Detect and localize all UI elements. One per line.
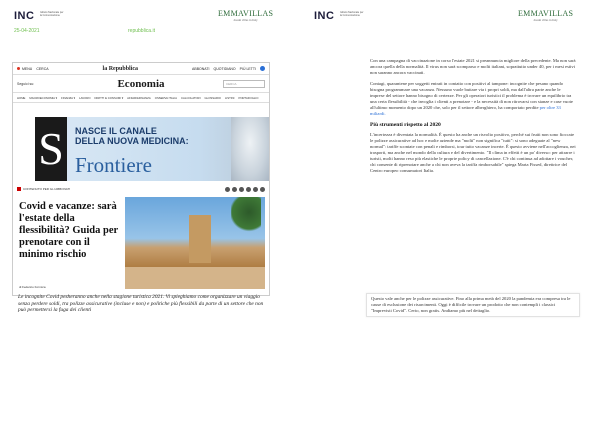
article-context-bar bbox=[17, 185, 265, 193]
menu-dot-icon bbox=[17, 67, 20, 70]
nav-item[interactable]: LISTINI bbox=[224, 95, 235, 100]
repubblica-brand[interactable]: la Repubblica bbox=[102, 65, 139, 72]
emma-tagline: dream villas in Italy bbox=[533, 18, 558, 22]
nav-item[interactable]: HOME bbox=[17, 95, 26, 100]
share-buttons bbox=[225, 187, 265, 192]
article-source: repubblica.it bbox=[128, 28, 155, 34]
frontiere-s-logo: S bbox=[35, 117, 67, 181]
article-headline: Covid e vacanze: sarà l'estate della flessibilità? Guida per prenotare con il minimo rischio bbox=[19, 201, 118, 260]
article-caption: Le incognite Covid pesheranno anche nella stagione turistica 2021. Vi spieghiamo come organizzare un viaggio senza perdere soldi, tra polizze assicurative (incluse e non) e politiche più flessibili da parte di un settore che non può permettersi la fuga dei clienti bbox=[18, 294, 264, 314]
section-header bbox=[13, 75, 269, 93]
article-paragraph: L'incertezza è diventata la normalità. È questo ha anche un risvolto positivo, perché sui frutti non sono fioccate le polizze assicurative ad hoc e molte aziende ma "molti" non significa "tutti": si sono adeguate al "new normal": tariffe scontate con penali e rimborsi, tour tutto vacanze incerte. È questo avviene nell'accoglienza, nei trasporti, ma anche nel mondo della cultura e del divertimento. "Il clima in effetti è un po' diverso: per attrarre i turisti, molti hanno reso più elastiche le proprie policy di cancellazione. C'è chi continua ad adottare i voucher, chi consente di riprenotare anche a chi non aveva la tariffa rimborsabile" spiega Marta Fissed, direttrice del Centro europeo consumatori Italia. bbox=[370, 132, 576, 173]
section-title: Economia bbox=[117, 77, 165, 90]
piu-letti-link[interactable]: PIÙ LETTI bbox=[239, 66, 256, 71]
article-subheading: Più strumenti rispetto al 2020 bbox=[370, 122, 441, 128]
twitter-icon[interactable] bbox=[232, 187, 237, 192]
inc-tagline: Istituto Nazionale per la Comunicazione bbox=[40, 11, 64, 17]
right-page bbox=[300, 0, 600, 424]
article-byline: di Federico Formica bbox=[19, 285, 46, 289]
inc-logo: INC bbox=[314, 10, 335, 22]
quotidiano-link[interactable]: QUOTIDIANO bbox=[213, 66, 236, 71]
nav-item[interactable]: OSSERVA ITALIA bbox=[154, 95, 177, 100]
facebook-icon[interactable] bbox=[225, 187, 230, 192]
banner-statue-image bbox=[231, 117, 269, 181]
nav-item[interactable]: AFFARI&FINANZA bbox=[127, 95, 151, 100]
repubblica-topbar bbox=[13, 63, 269, 75]
abbonati-link[interactable]: ABBONATI bbox=[192, 66, 210, 71]
email-icon[interactable] bbox=[246, 187, 251, 192]
whatsapp-icon[interactable] bbox=[253, 187, 258, 192]
banner-headline: NASCE IL CANALE DELLA NUOVA MEDICINA: bbox=[75, 126, 189, 146]
nav-item[interactable]: FINANZA ▾ bbox=[61, 95, 76, 100]
article-paragraph: Contagi, quarantene per soggetti entrati in contatto con positivi al tampone: incognite che pesano quando bisogna programmare una vacanza. Nessuno vuole buttare via i propri soldi, ma dall'altra parte anche le imprese del settore hanno bisogno di certezze. Per gli operatori turistici il problema è trovare un equilibrio tra una certa flessibilità - che invoglia i clienti a prenotare - e la necessità di non ritrovarsi con stanze e case vuote all'ultimo momento dopo un 2020 che, solo per il settore alberghiero, ha comportato perdite per oltre 33 miliardi. bbox=[370, 81, 573, 116]
inline-link[interactable]: per oltre 33 miliardi. bbox=[370, 105, 561, 116]
inc-tagline: Istituto Nazionale per la Comunicazione bbox=[340, 11, 364, 17]
article-screenshot bbox=[12, 62, 270, 296]
nav-item[interactable]: GLOSSARIO bbox=[204, 95, 221, 100]
nav-item[interactable]: DIRITTI E CONSUMI ▾ bbox=[94, 95, 124, 100]
article-date: 25-04-2021 bbox=[14, 28, 40, 34]
emma-tagline: dream villas in Italy bbox=[233, 18, 258, 22]
linkedin-icon[interactable] bbox=[239, 187, 244, 192]
article-paragraph: Con una campagna di vaccinazione in corso l'estate 2021 si preannuncia migliore della precedente. Ma non sarà ancora quella della normalità. Il virus non sarà scomparso e molti italiani, soprattutto under 40, per i mesi estivi non saranno ancora vaccinati. bbox=[370, 58, 576, 75]
menu-link[interactable]: MENU bbox=[22, 66, 33, 71]
emma-villas-logo: EMMAVILLAS dream villas in Italy bbox=[518, 9, 574, 22]
section-nav bbox=[13, 93, 269, 103]
article-highlight-box: Questo vale anche per le polizze assicurative. Fino alla prima metà del 2020 la pandemia era compresa tra le cause di esclusione dei risarcimenti. Oggi è difficile trovare un prodotto che non contempli i classici "Imprevisti Covid". Certo, non gratis. Andiamo più nel dettaglio. bbox=[366, 293, 580, 317]
emma-villas-logo: EMMAVILLAS dream villas in Italy bbox=[218, 9, 274, 22]
nav-item[interactable]: PORTAFOGLIO bbox=[238, 95, 259, 100]
article-photo bbox=[125, 197, 265, 289]
search-link[interactable]: CERCA bbox=[36, 66, 49, 71]
subscriber-label: CONTENUTO PER GLI ABBONATI bbox=[23, 187, 71, 191]
social-follow: Seguici su: bbox=[17, 81, 35, 86]
nav-item[interactable]: LAVORO bbox=[79, 95, 91, 100]
article-body bbox=[370, 58, 576, 179]
frontiere-banner[interactable] bbox=[35, 117, 269, 181]
nav-item[interactable]: CALCOLATORI bbox=[181, 95, 201, 100]
section-search-input[interactable]: CERCA bbox=[223, 80, 265, 88]
user-avatar-icon[interactable] bbox=[260, 66, 265, 71]
banner-brand: Frontiere bbox=[75, 153, 152, 177]
subscriber-icon bbox=[17, 187, 21, 191]
link-icon[interactable] bbox=[260, 187, 265, 192]
nav-item[interactable]: MACROECONOMIA ▾ bbox=[29, 95, 58, 100]
inc-logo: INC bbox=[14, 10, 35, 22]
